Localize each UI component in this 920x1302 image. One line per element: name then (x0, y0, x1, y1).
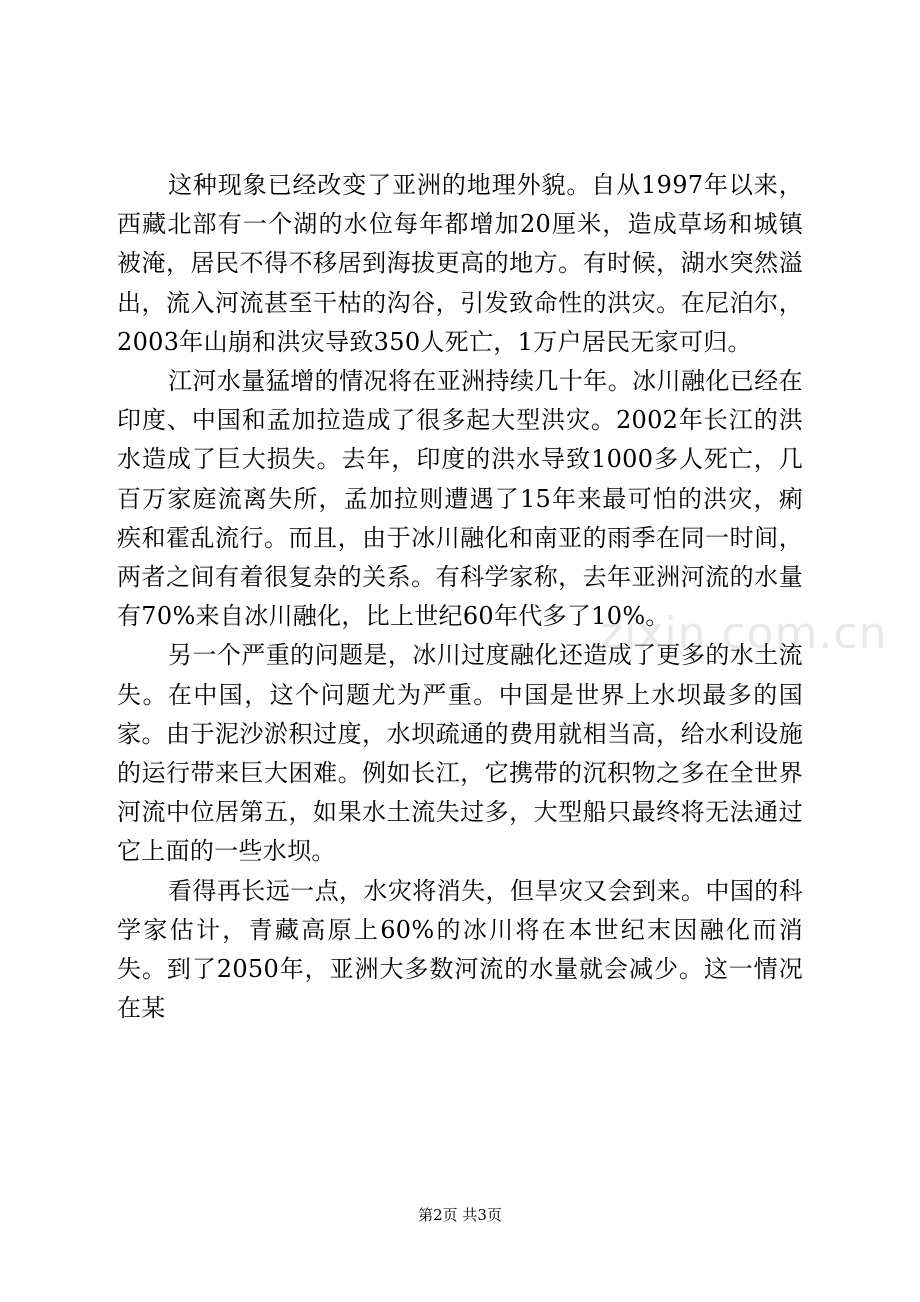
page-footer: 第2页 共3页 (418, 1206, 502, 1224)
paragraph-3: 另一个严重的问题是，冰川过度融化还造成了更多的水土流失。在中国，这个问题尤为严重。中国是世界上水坝最多的国家。由于泥沙淤积过度，水坝疏通的费用就相当高，给水利设施的运行带来巨大困难。例如长江，它携带的沉积物之多在全世界河流中位居第五，如果水土流失过多，大型船只最终将无法通过它上面的一些水坝。 (117, 641, 803, 866)
watermark: zixin.com.cn (600, 608, 888, 659)
document-body (117, 166, 803, 1028)
paragraph-1: 这种现象已经改变了亚洲的地理外貌。自从1997年以来，西藏北部有一个湖的水位每年都增加20厘米，造成草场和城镇被淹，居民不得不移居到海拔更高的地方。有时候，湖水突然溢出，流入河流甚至干枯的沟谷，引发致命性的洪灾。在尼泊尔，2003年山崩和洪灾导致350人死亡，1万户居民无家可归。 (117, 171, 803, 356)
paragraph-4: 看得再长远一点，水灾将消失，但旱灾又会到来。中国的科学家估计，青藏高原上60%的冰川将在本世纪末因融化而消失。到了2050年，亚洲大多数河流的水量就会减少。这一情况在某 (117, 876, 803, 1023)
paragraph-2: 江河水量猛增的情况将在亚洲持续几十年。冰川融化已经在印度、中国和孟加拉造成了很多起大型洪灾。2002年长江的洪水造成了巨大损失。去年，印度的洪水导致1000多人死亡，几百万家庭流离失所，孟加拉则遭遇了15年来最可怕的洪灾，痢疾和霍乱流行。而且，由于冰川融化和南亚的雨季在同一时间，两者之间有着很复杂的关系。有科学家称，去年亚洲河流的水量有70%来自冰川融化，比上世纪60年代多了10%。 (117, 367, 803, 631)
